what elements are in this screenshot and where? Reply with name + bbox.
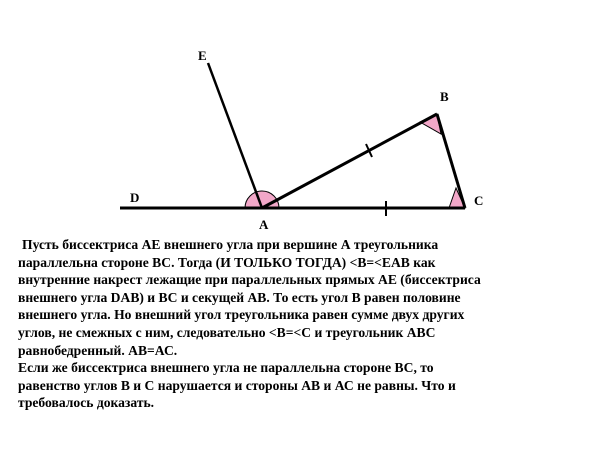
label-e: E [198, 48, 207, 63]
proof-line: углов, не смежных с ним, следовательно <В=<С и треугольник АВС [18, 324, 436, 340]
label-a: A [259, 217, 269, 232]
proof-line: Если же биссектриса внешнего угла не параллельна стороне ВС, то [18, 360, 434, 376]
label-c: C [474, 193, 484, 208]
bisector-ae [208, 63, 262, 208]
label-d: D [130, 190, 140, 205]
proof-line: равенство углов В и С нарушается и стороны АВ и АС не равны. Что и [18, 377, 456, 393]
proof-line: внешнего угла. Но внешний угол треугольника равен сумме двух других [18, 307, 465, 323]
proof-line: внутренние накрест лежащие при параллельных прямых АЕ (биссектриса [18, 272, 481, 288]
side-ab [262, 114, 437, 208]
label-b: B [440, 89, 449, 104]
proof-line: Пусть биссектриса АЕ внешнего угла при вершине А треугольника [22, 237, 439, 252]
proof-line: равнобедренный. АВ=АС. [18, 342, 178, 358]
proof-line: требовалось доказать. [18, 395, 155, 411]
proof-line: внешнего угла DАВ) и ВС и секущей АВ. То есть угол В равен половине [18, 289, 461, 305]
side-bc [437, 114, 465, 208]
proof-text [18, 236, 593, 412]
proof-line: параллельна стороне ВС. Тогда (И ТОЛЬКО ТОГДА) <В=<ЕАВ как [18, 254, 436, 270]
